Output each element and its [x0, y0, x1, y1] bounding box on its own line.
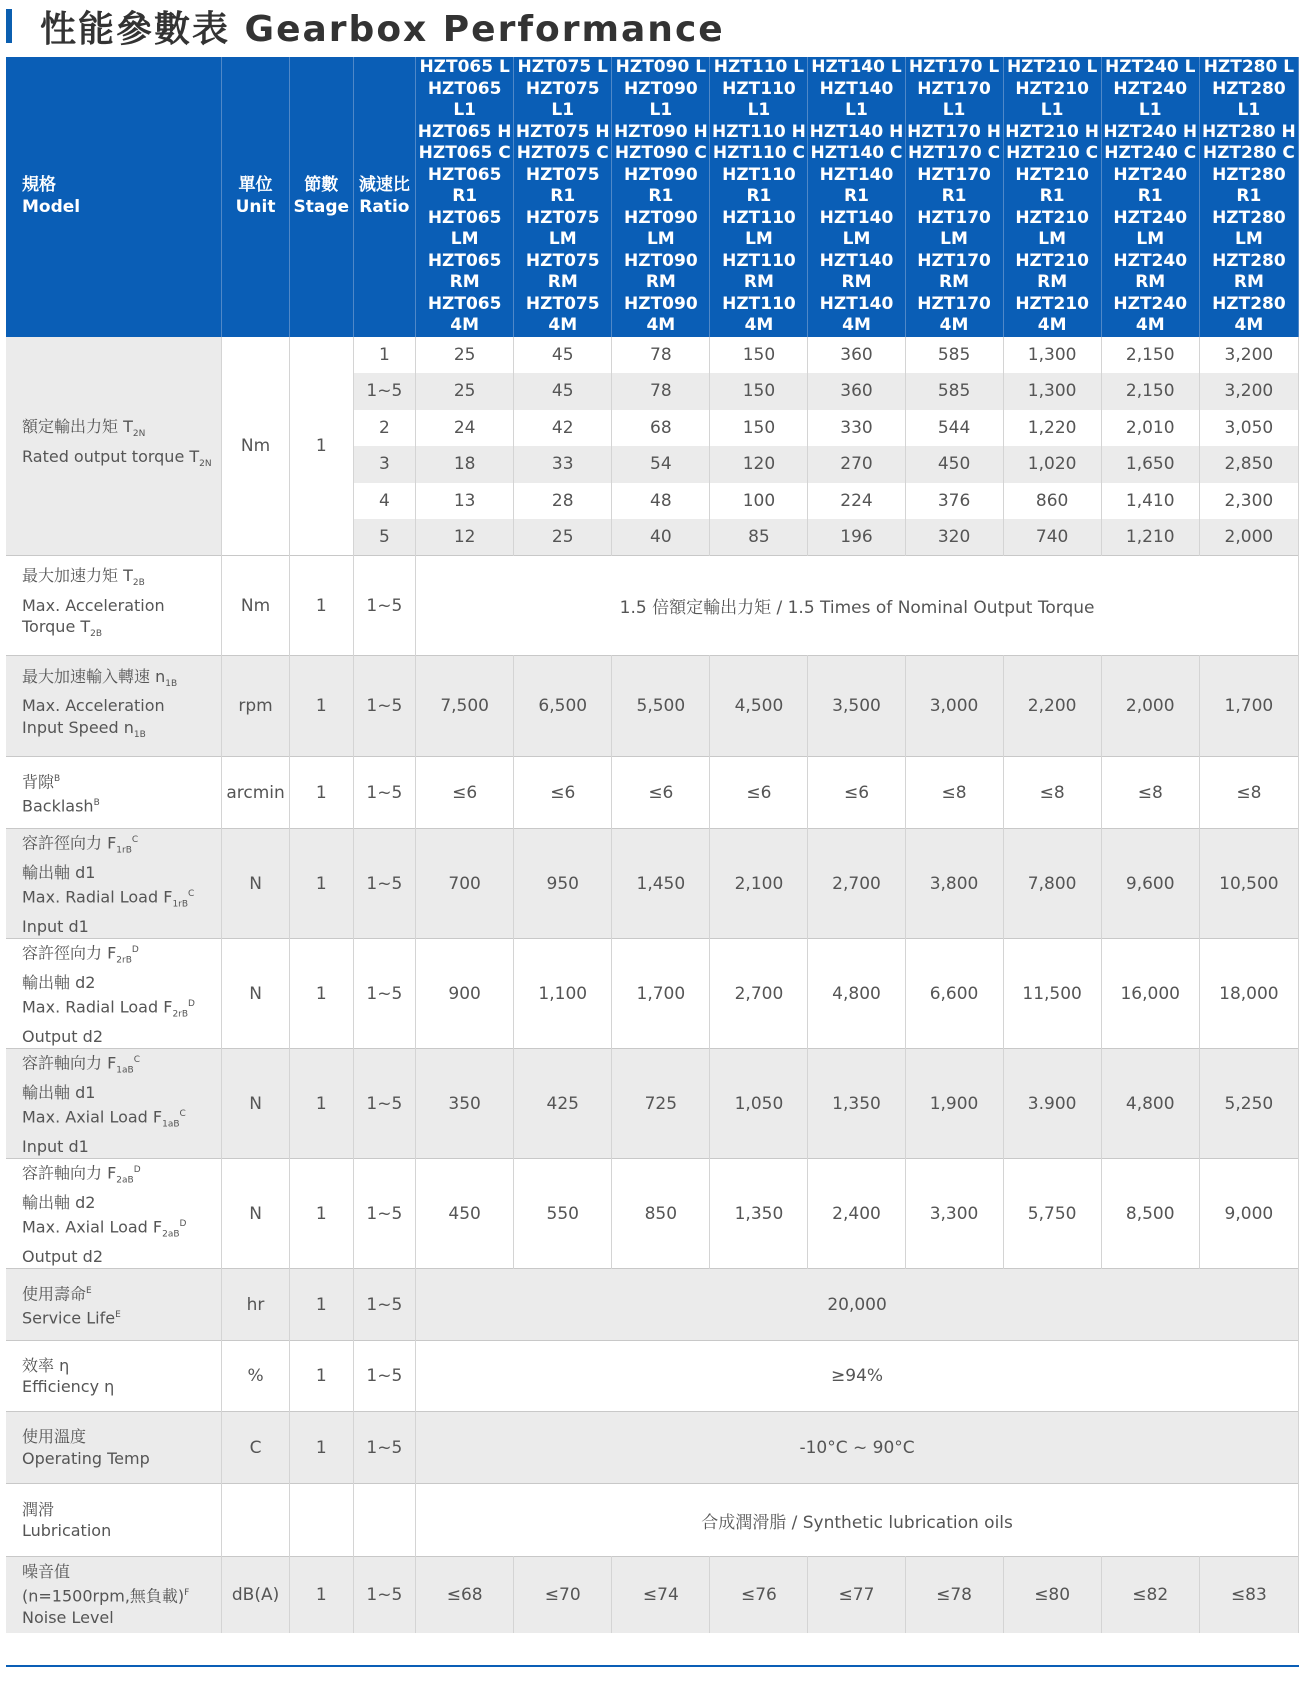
- value-cell: 224: [808, 483, 905, 519]
- value-cell: 2,850: [1199, 446, 1298, 483]
- value-cell: ≤82: [1101, 1557, 1199, 1633]
- value-cell: 2,000: [1101, 656, 1199, 757]
- value-cell: 68: [612, 410, 710, 446]
- value-cell: 1,350: [808, 1049, 905, 1159]
- header-unit: 單位 Unit: [222, 57, 290, 337]
- value-cell: 3,050: [1199, 410, 1298, 446]
- page-title: 性能參數表 Gearbox Performance: [40, 8, 725, 50]
- ratio-cell: 1~5: [353, 939, 416, 1049]
- unit-cell: %: [222, 1341, 290, 1412]
- value-cell: 48: [612, 483, 710, 519]
- value-cell: 18,000: [1199, 939, 1298, 1049]
- row-label-backlash: 背隙$^B$ Backlash$^B$: [6, 757, 222, 829]
- value-cell: 6,500: [514, 656, 612, 757]
- ratio-cell: 1~5: [353, 373, 416, 410]
- ratio-cell: 1~5: [353, 757, 416, 829]
- value-cell: 725: [612, 1049, 710, 1159]
- value-cell: ≤6: [808, 757, 905, 829]
- stage-cell: 1: [290, 1341, 354, 1412]
- value-cell: 2,700: [808, 829, 905, 939]
- value-cell: 2,010: [1101, 410, 1199, 446]
- value-cell: 450: [416, 1159, 514, 1269]
- ratio-cell: 1~5: [353, 1412, 416, 1484]
- model-col-top: HZT280 L HZT280 L1 HZT280 H HZT280 C HZT280 R1: [1199, 57, 1298, 208]
- value-cell: 5,500: [612, 656, 710, 757]
- value-cell: 33: [514, 446, 612, 483]
- value-cell: 8,500: [1101, 1159, 1199, 1269]
- model-col-bottom: HZT170 LM HZT170 RM HZT170 4M: [905, 208, 1003, 337]
- value-cell: ≤6: [612, 757, 710, 829]
- value-cell: 1,350: [710, 1159, 808, 1269]
- table-bottom-rule: [6, 1665, 1299, 1667]
- value-cell: ≤74: [612, 1557, 710, 1633]
- model-col-top: HZT240 L HZT240 L1 HZT240 H HZT240 C HZT240 R1: [1101, 57, 1199, 208]
- row-label-service-life: 使用壽命$^E$ Service Life$^E$: [6, 1269, 222, 1341]
- stage-cell: 1: [290, 556, 354, 656]
- table-row: [6, 1269, 1299, 1341]
- unit-cell: arcmin: [222, 757, 290, 829]
- model-col-top: HZT090 L HZT090 L1 HZT090 H HZT090 C HZT090 R1: [612, 57, 710, 208]
- value-cell: 3,500: [808, 656, 905, 757]
- value-cell: 700: [416, 829, 514, 939]
- stage-cell: 1: [290, 829, 354, 939]
- value-cell: 42: [514, 410, 612, 446]
- value-cell: 585: [905, 337, 1003, 373]
- value-cell: 585: [905, 373, 1003, 410]
- value-cell: 54: [612, 446, 710, 483]
- value-cell: 1,020: [1003, 446, 1101, 483]
- value-cell: 2,200: [1003, 656, 1101, 757]
- model-col-bottom: HZT280 LM HZT280 RM HZT280 4M: [1199, 208, 1298, 337]
- value-cell: 9,000: [1199, 1159, 1298, 1269]
- value-cell: 7,500: [416, 656, 514, 757]
- value-cell: 2,700: [710, 939, 808, 1049]
- table-row: [6, 656, 1299, 757]
- row-label-radial-load-d2: 容許徑向力 $F_{2rB}^D$ 輸出軸 d2 Max. Radial Load $F_{2rB}^D$ Output d2: [6, 939, 222, 1049]
- value-cell: 4,500: [710, 656, 808, 757]
- gearbox-performance-table: [6, 57, 1299, 1633]
- value-cell: 25: [416, 373, 514, 410]
- value-cell: ≤80: [1003, 1557, 1101, 1633]
- value-cell: ≤8: [1199, 757, 1298, 829]
- title-accent-bar: [6, 9, 12, 43]
- merged-value-cell: 20,000: [416, 1269, 1299, 1341]
- value-cell: 450: [905, 446, 1003, 483]
- value-cell: 3,300: [905, 1159, 1003, 1269]
- unit-cell: Nm: [222, 337, 290, 556]
- unit-cell: Nm: [222, 556, 290, 656]
- value-cell: 850: [612, 1159, 710, 1269]
- value-cell: 1,900: [905, 1049, 1003, 1159]
- value-cell: 3,200: [1199, 373, 1298, 410]
- value-cell: ≤70: [514, 1557, 612, 1633]
- value-cell: ≤8: [1101, 757, 1199, 829]
- table-row: [6, 1557, 1299, 1633]
- value-cell: 25: [416, 337, 514, 373]
- unit-cell: N: [222, 829, 290, 939]
- table-row: [6, 757, 1299, 829]
- ratio-cell: 1~5: [353, 1049, 416, 1159]
- value-cell: 3,800: [905, 829, 1003, 939]
- stage-cell: 1: [290, 757, 354, 829]
- unit-cell: N: [222, 939, 290, 1049]
- value-cell: 2,150: [1101, 373, 1199, 410]
- value-cell: 3.900: [1003, 1049, 1101, 1159]
- page-title-row: [6, 0, 725, 52]
- value-cell: 196: [808, 519, 905, 556]
- value-cell: ≤83: [1199, 1557, 1298, 1633]
- value-cell: 40: [612, 519, 710, 556]
- value-cell: 25: [514, 519, 612, 556]
- ratio-cell: 1~5: [353, 829, 416, 939]
- value-cell: 740: [1003, 519, 1101, 556]
- model-col-bottom: HZT110 LM HZT110 RM HZT110 4M: [710, 208, 808, 337]
- unit-cell: hr: [222, 1269, 290, 1341]
- row-label-rated-torque: 額定輸出力矩 $T_{2N}$ Rated output torque $T_{2N}$: [6, 337, 222, 556]
- value-cell: ≤8: [905, 757, 1003, 829]
- row-label-radial-load-d1: 容許徑向力 $F_{1rB}^C$ 輸出軸 d1 Max. Radial Load $F_{1rB}^C$ Input d1: [6, 829, 222, 939]
- value-cell: 1,700: [612, 939, 710, 1049]
- value-cell: 11,500: [1003, 939, 1101, 1049]
- merged-value-cell: ≥94%: [416, 1341, 1299, 1412]
- model-col-top: HZT210 L HZT210 L1 HZT210 H HZT210 C HZT210 R1: [1003, 57, 1101, 208]
- header-ratio: 減速比 Ratio: [353, 57, 416, 337]
- ratio-cell: 4: [353, 483, 416, 519]
- model-col-top: HZT140 L HZT140 L1 HZT140 H HZT140 C HZT140 R1: [809, 57, 904, 206]
- value-cell: 330: [808, 410, 905, 446]
- table-row: [6, 1341, 1299, 1412]
- merged-value-cell: 1.5 倍額定輸出力矩 / 1.5 Times of Nominal Output Torque: [416, 556, 1299, 656]
- row-label-noise-level: 噪音值 (n=1500rpm,無負載)$^F$ Noise Level: [6, 1557, 222, 1633]
- value-cell: 78: [612, 337, 710, 373]
- value-cell: 270: [808, 446, 905, 483]
- value-cell: ≤6: [416, 757, 514, 829]
- table-row: [6, 1049, 1299, 1159]
- unit-cell: N: [222, 1049, 290, 1159]
- model-col-bottom: HZT210 LM HZT210 RM HZT210 4M: [1003, 208, 1101, 337]
- model-col-bottom: HZT075 LM HZT075 RM HZT075 4M: [514, 208, 612, 337]
- row-label-max-input-speed: 最大加速輸入轉速 $n_{1B}$ Max. Acceleration Input Speed $n_{1B}$: [6, 656, 222, 757]
- value-cell: ≤6: [710, 757, 808, 829]
- stage-cell: 1: [290, 1269, 354, 1341]
- value-cell: 120: [710, 446, 808, 483]
- value-cell: 1,450: [612, 829, 710, 939]
- ratio-cell: 3: [353, 446, 416, 483]
- value-cell: 544: [905, 410, 1003, 446]
- stage-cell: 1: [290, 939, 354, 1049]
- value-cell: 1,300: [1003, 337, 1101, 373]
- ratio-cell: 1~5: [353, 556, 416, 656]
- table-row: [6, 1412, 1299, 1484]
- row-label-efficiency: 效率 η Efficiency η: [6, 1341, 222, 1412]
- value-cell: 2,300: [1199, 483, 1298, 519]
- value-cell: 360: [808, 373, 905, 410]
- value-cell: 1,050: [710, 1049, 808, 1159]
- value-cell: 3,200: [1199, 337, 1298, 373]
- merged-value-cell: -10°C ~ 90°C: [416, 1412, 1299, 1484]
- model-col-top: HZT110 L HZT110 L1 HZT110 H HZT110 C HZT110 R1: [710, 57, 808, 208]
- value-cell: 1,300: [1003, 373, 1101, 410]
- table-row: [6, 556, 1299, 656]
- value-cell: 1,410: [1101, 483, 1199, 519]
- value-cell: ≤6: [514, 757, 612, 829]
- value-cell: 28: [514, 483, 612, 519]
- value-cell: 2,150: [1101, 337, 1199, 373]
- ratio-cell: 1~5: [353, 656, 416, 757]
- value-cell: 376: [905, 483, 1003, 519]
- value-cell: 360: [808, 337, 905, 373]
- unit-cell: [222, 1484, 290, 1557]
- value-cell: 18: [416, 446, 514, 483]
- value-cell: ≤76: [710, 1557, 808, 1633]
- unit-cell: C: [222, 1412, 290, 1484]
- ratio-cell: [353, 1484, 416, 1557]
- value-cell: 3,000: [905, 656, 1003, 757]
- table-row: [6, 337, 1299, 373]
- model-col-bottom: HZT140 LM HZT140 RM HZT140 4M: [808, 208, 905, 337]
- value-cell: 1,220: [1003, 410, 1101, 446]
- model-col-bottom: HZT090 LM HZT090 RM HZT090 4M: [612, 208, 710, 337]
- stage-cell: 1: [290, 1049, 354, 1159]
- value-cell: 7,800: [1003, 829, 1101, 939]
- ratio-cell: 2: [353, 410, 416, 446]
- value-cell: 2,100: [710, 829, 808, 939]
- value-cell: 425: [514, 1049, 612, 1159]
- value-cell: 150: [710, 337, 808, 373]
- value-cell: 24: [416, 410, 514, 446]
- value-cell: 45: [514, 373, 612, 410]
- value-cell: 900: [416, 939, 514, 1049]
- value-cell: 4,800: [1101, 1049, 1199, 1159]
- value-cell: 150: [710, 410, 808, 446]
- row-label-axial-load-d2: 容許軸向力 $F_{2aB}^D$ 輸出軸 d2 Max. Axial Load $F_{2aB}^D$ Output d2: [6, 1159, 222, 1269]
- value-cell: ≤77: [808, 1557, 905, 1633]
- value-cell: ≤68: [416, 1557, 514, 1633]
- value-cell: 320: [905, 519, 1003, 556]
- value-cell: 85: [710, 519, 808, 556]
- value-cell: 4,800: [808, 939, 905, 1049]
- value-cell: ≤78: [905, 1557, 1003, 1633]
- stage-cell: 1: [290, 656, 354, 757]
- value-cell: 78: [612, 373, 710, 410]
- header-stage: 節數 Stage: [290, 57, 354, 337]
- model-col-top: HZT065 L HZT065 L1 HZT065 H HZT065 C HZT065 R1: [416, 57, 514, 208]
- stage-cell: 1: [290, 1412, 354, 1484]
- value-cell: 1,700: [1199, 656, 1298, 757]
- table-row: [6, 829, 1299, 939]
- value-cell: 950: [514, 829, 612, 939]
- value-cell: 350: [416, 1049, 514, 1159]
- unit-cell: N: [222, 1159, 290, 1269]
- value-cell: 12: [416, 519, 514, 556]
- ratio-cell: 5: [353, 519, 416, 556]
- ratio-cell: 1~5: [353, 1341, 416, 1412]
- model-col-top: HZT075 L HZT075 L1 HZT075 H HZT075 C HZT075 R1: [514, 57, 612, 208]
- value-cell: 13: [416, 483, 514, 519]
- value-cell: 6,600: [905, 939, 1003, 1049]
- merged-value-cell: 合成潤滑脂 / Synthetic lubrication oils: [416, 1484, 1299, 1557]
- value-cell: 16,000: [1101, 939, 1199, 1049]
- stage-cell: 1: [290, 337, 354, 556]
- value-cell: 1,650: [1101, 446, 1199, 483]
- value-cell: 2,000: [1199, 519, 1298, 556]
- value-cell: ≤8: [1003, 757, 1101, 829]
- ratio-cell: 1~5: [353, 1557, 416, 1633]
- value-cell: 1,210: [1101, 519, 1199, 556]
- ratio-cell: 1~5: [353, 1159, 416, 1269]
- ratio-cell: 1: [353, 337, 416, 373]
- unit-cell: dB(A): [222, 1557, 290, 1633]
- value-cell: 550: [514, 1159, 612, 1269]
- value-cell: 150: [710, 373, 808, 410]
- ratio-cell: 1~5: [353, 1269, 416, 1341]
- table-row: [6, 1484, 1299, 1557]
- header-model: 規格 Model: [6, 57, 222, 337]
- stage-cell: 1: [290, 1557, 354, 1633]
- model-col-top: HZT170 L HZT170 L1 HZT170 H HZT170 C HZT170 R1: [905, 57, 1003, 208]
- row-label-operating-temp: 使用溫度 Operating Temp: [6, 1412, 222, 1484]
- model-col-bottom: HZT065 LM HZT065 RM HZT065 4M: [416, 208, 514, 337]
- value-cell: 9,600: [1101, 829, 1199, 939]
- value-cell: 2,400: [808, 1159, 905, 1269]
- table-row: [6, 1159, 1299, 1269]
- row-label-axial-load-d1: 容許軸向力 $F_{1aB}^C$ 輸出軸 d1 Max. Axial Load $F_{1aB}^C$ Input d1: [6, 1049, 222, 1159]
- value-cell: 100: [710, 483, 808, 519]
- value-cell: 45: [514, 337, 612, 373]
- stage-cell: [290, 1484, 354, 1557]
- value-cell: 5,750: [1003, 1159, 1101, 1269]
- value-cell: 5,250: [1199, 1049, 1298, 1159]
- table-row: [6, 939, 1299, 1049]
- value-cell: 10,500: [1199, 829, 1298, 939]
- unit-cell: rpm: [222, 656, 290, 757]
- row-label-max-accel-torque: 最大加速力矩 $T_{2B}$ Max. Acceleration Torque $T_{2B}$: [6, 556, 222, 656]
- value-cell: 860: [1003, 483, 1101, 519]
- model-col-bottom: HZT240 LM HZT240 RM HZT240 4M: [1101, 208, 1199, 337]
- value-cell: 1,100: [514, 939, 612, 1049]
- row-label-lubrication: 潤滑 Lubrication: [6, 1484, 222, 1557]
- stage-cell: 1: [290, 1159, 354, 1269]
